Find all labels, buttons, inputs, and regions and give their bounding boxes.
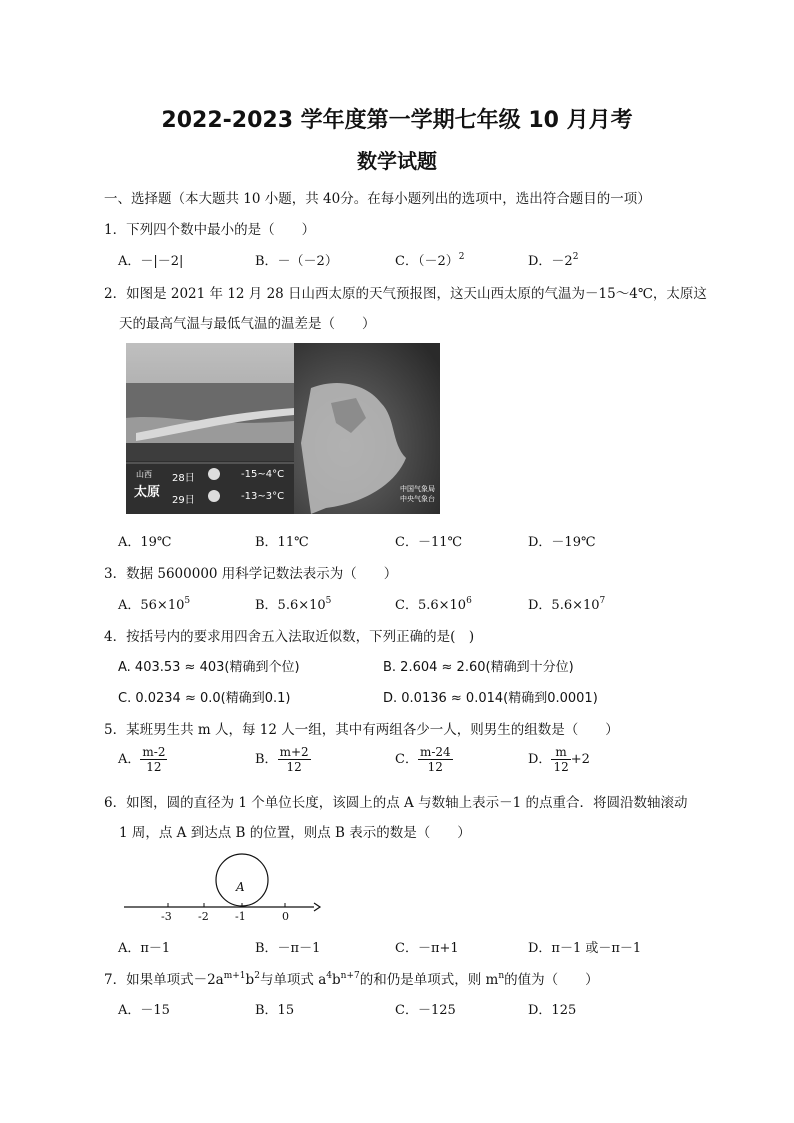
tick-label: -1	[235, 910, 246, 923]
q4-option-a: A. 403.53 ≈ 403(精确到个位)	[118, 660, 300, 675]
city-label: 太原	[134, 485, 161, 500]
axis-arrow-icon	[314, 903, 320, 911]
q4-option-d: D. 0.0136 ≈ 0.014(精确到0.0001)	[383, 691, 598, 706]
tick-label: -3	[161, 910, 172, 923]
q7-option-c: C．－125	[395, 1003, 456, 1018]
exam-title: 2022-2023 学年度第一学期七年级 10 月月考	[161, 108, 633, 133]
agency-label-1: 中国气象局	[400, 485, 435, 493]
q3-option-d: D．$5.6\times 10^7$	[528, 596, 606, 613]
q6-option-d: D．π－1 或－π－1	[528, 941, 642, 956]
question-5-stem: 5．某班男生共 m 人，每 12 人一组，其中有两组各少一人，则男生的组数是（ ）	[104, 722, 619, 738]
q6-option-b: B．－π－1	[255, 941, 321, 956]
weather-forecast-image	[126, 343, 440, 514]
province-label: 山西	[136, 470, 152, 479]
question-4-stem: 4．按括号内的要求用四舍五入法取近似数，下列正确的是( )	[104, 629, 475, 645]
exam-subtitle: 数学试题	[357, 149, 437, 173]
q7-option-b: B．15	[255, 1003, 295, 1018]
q1-option-b: B．－（－2）	[255, 254, 338, 269]
q5-option-d: D． $\frac{m}{12}$ +2	[528, 745, 590, 774]
question-7-stem: 7．如果单项式$-2a^{m+1}b^2$与单项式 $a^4b^{n+7}$的和仍是单项式，则 $m^n$的值为（ ）	[104, 971, 599, 988]
q1-option-a: A．－|－2|	[118, 254, 184, 269]
question-6-stem-line1: 6．如图，圆的直径为 1 个单位长度，该圆上的点 A 与数轴上表示－1 的点重合．将圆沿数轴滚动	[104, 795, 688, 811]
q6-option-c: C．－π+1	[395, 941, 459, 956]
point-a-label: A	[236, 880, 245, 894]
number-line-figure	[120, 848, 330, 928]
q2-option-d: D．－19℃	[528, 535, 596, 550]
q5-option-a: A． $\frac{m-2}{12}$	[118, 745, 166, 774]
question-1-stem: 1．下列四个数中最小的是（ ）	[104, 222, 316, 238]
q3-option-b: B．$5.6\times 10^5$	[255, 596, 332, 613]
question-2-stem-line1: 2．如图是 2021 年 12 月 28 日山西太原的天气预报图，这天山西太原的气温为－15～4℃，太原这	[104, 286, 707, 302]
tick-label: 0	[282, 910, 289, 923]
day2-temperature: -13~3°C	[241, 491, 285, 502]
q7-option-d: D．125	[528, 1003, 577, 1018]
q1-option-c: C．$(-2)^2$	[395, 252, 465, 269]
q2-option-c: C．－11℃	[395, 535, 463, 550]
day1-temperature: -15~4°C	[241, 469, 285, 480]
sun-icon	[208, 490, 220, 502]
q4-option-c: C. 0.0234 ≈ 0.0(精确到0.1)	[118, 691, 291, 706]
q2-option-b: B．11℃	[255, 535, 309, 550]
q4-option-b: B. 2.604 ≈ 2.60(精确到十分位)	[383, 660, 574, 675]
q1-option-d: D．$-2^2$	[528, 252, 579, 269]
question-2-stem-line2: 天的最高气温与最低气温的温差是（ ）	[119, 316, 376, 332]
q3-option-a: A．$56\times 10^5$	[118, 596, 191, 613]
day1-label: 28日	[172, 473, 195, 484]
q5-option-c: C． $\frac{m-24}{12}$	[395, 745, 451, 774]
q5-option-b: B． $\frac{m+2}{12}$	[255, 745, 309, 774]
sun-icon	[208, 468, 220, 480]
day2-label: 29日	[172, 495, 195, 506]
question-6-stem-line2: 1 周，点 A 到达点 B 的位置，则点 B 表示的数是（ ）	[119, 825, 471, 841]
section-heading: 一、选择题（本大题共 10 小题，共 40分。在每小题列出的选项中，选出符合题目的一项）	[104, 191, 651, 207]
q7-option-a: A．－15	[118, 1003, 170, 1018]
q2-option-a: A．19℃	[118, 535, 172, 550]
question-3-stem: 3．数据 5600000 用科学记数法表示为（ ）	[104, 566, 398, 582]
q3-option-c: C．$5.6\times 10^6$	[395, 596, 472, 613]
agency-label-2: 中央气象台	[400, 495, 435, 503]
tick-label: -2	[198, 910, 209, 923]
q6-option-a: A．π－1	[118, 941, 171, 956]
